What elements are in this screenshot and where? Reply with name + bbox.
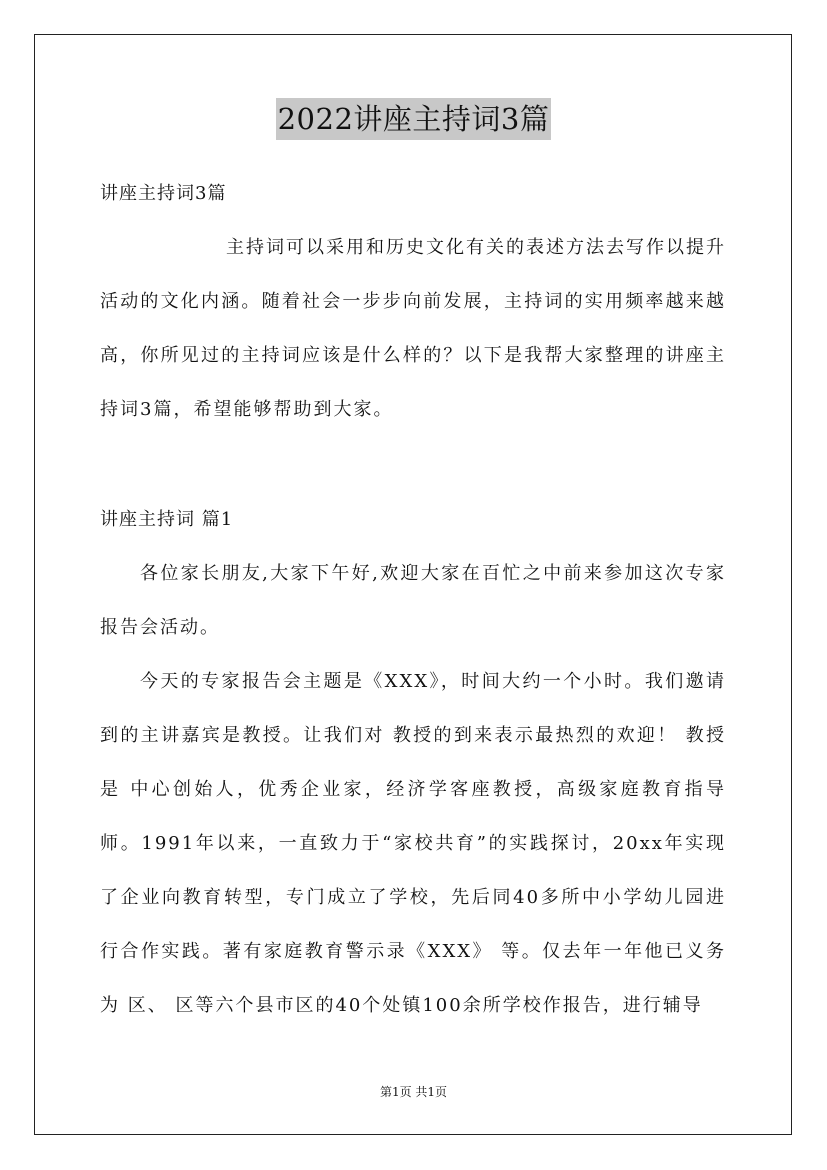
document-title: 2022讲座主持词3篇 bbox=[276, 98, 552, 140]
title-container bbox=[0, 98, 827, 140]
intro-heading: 讲座主持词3篇 bbox=[100, 183, 227, 204]
section1-paragraph-1: 各位家长朋友,大家下午好,欢迎大家在百忙之中前来参加这次专家报告会活动。 bbox=[100, 563, 726, 638]
intro-paragraph: 主持词可以采用和历史文化有关的表述方法去写作以提升活动的文化内涵。随着社会一步步向前发展，主持词的实用频率越来越高，你所见过的主持词应该是什么样的？以下是我帮大家整理的讲座主持词3篇，希望能够帮助到大家。 bbox=[100, 237, 726, 420]
page-footer: 第1页 共1页 bbox=[379, 1085, 448, 1099]
section1-paragraph-2: 今天的专家报告会主题是《XXX》，时间大约一个小时。我们邀请到的主讲嘉宾是教授。让我们对 教授的到来表示最热烈的欢迎！ 教授是 中心创始人，优秀企业家，经济学客座教授，高级家庭教育指导师。1991年以来，一直致力于“家校共育”的实践探讨，20xx年实现了企业向教育转型，专门成立了学校，先后同40多所中小学幼儿园进行合作实践。著有家庭教育警示录《XXX》 等。仅去年一年他已义务为 区、 区等六个县市区的40个处镇100余所学校作报告，进行辅导 bbox=[100, 671, 726, 1016]
section1-heading: 讲座主持词 篇1 bbox=[100, 509, 234, 530]
